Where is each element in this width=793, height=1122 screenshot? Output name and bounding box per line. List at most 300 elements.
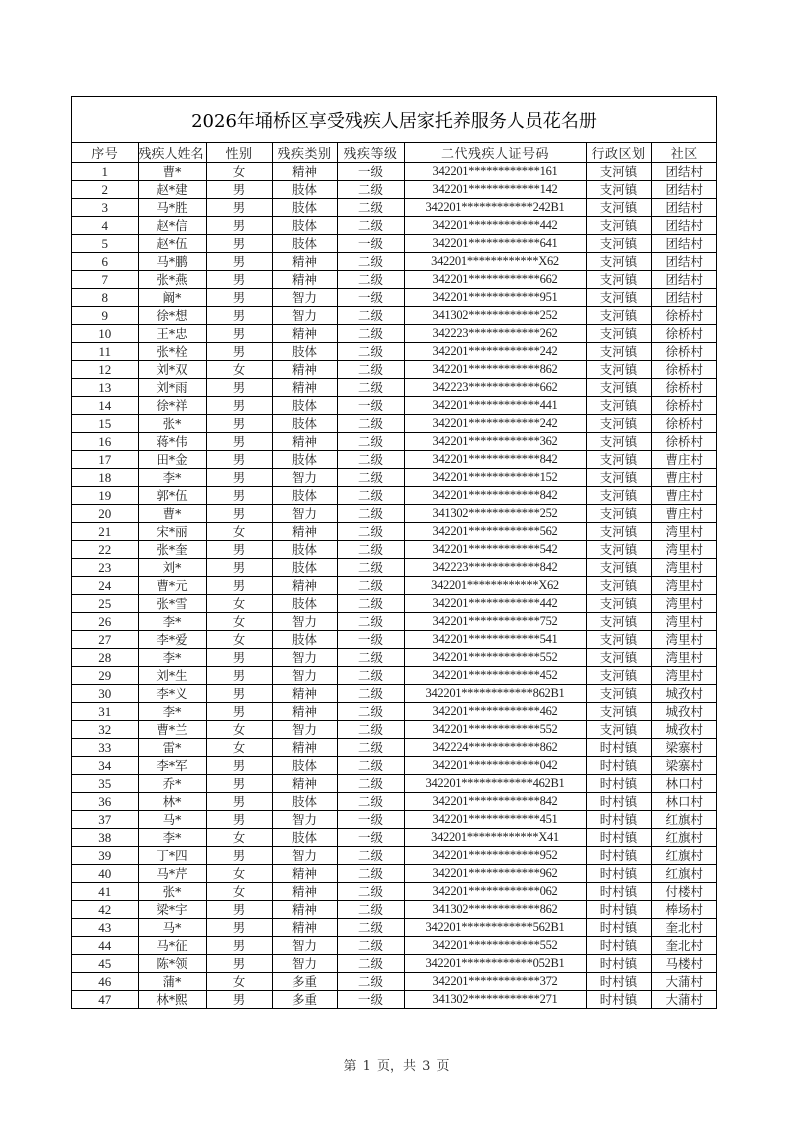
table-row — [72, 469, 717, 487]
cell-serial: 39 — [72, 847, 138, 865]
cell-id-code: 342201************242 — [404, 415, 586, 433]
cell-name: 李* — [138, 703, 206, 721]
cell-level: 二级 — [337, 451, 404, 469]
cell-town: 支河镇 — [586, 613, 651, 631]
cell-level: 二级 — [337, 343, 404, 361]
cell-name: 蒲* — [138, 973, 206, 991]
cell-serial: 17 — [72, 451, 138, 469]
cell-name: 张* — [138, 883, 206, 901]
cell-town: 时村镇 — [586, 883, 651, 901]
cell-village: 奎北村 — [651, 919, 717, 937]
cell-category: 精神 — [272, 919, 337, 937]
cell-gender: 男 — [206, 793, 272, 811]
cell-serial: 27 — [72, 631, 138, 649]
cell-level: 二级 — [337, 865, 404, 883]
cell-level: 二级 — [337, 721, 404, 739]
cell-id-code: 342201************862B1 — [404, 685, 586, 703]
cell-gender: 男 — [206, 397, 272, 415]
cell-id-code: 342201************562 — [404, 523, 586, 541]
cell-town: 支河镇 — [586, 541, 651, 559]
cell-name: 曹* — [138, 505, 206, 523]
cell-gender: 男 — [206, 271, 272, 289]
cell-category: 肢体 — [272, 631, 337, 649]
cell-category: 肢体 — [272, 541, 337, 559]
cell-name: 马* — [138, 811, 206, 829]
cell-id-code: 342201************542 — [404, 541, 586, 559]
cell-serial: 31 — [72, 703, 138, 721]
cell-name: 马* — [138, 919, 206, 937]
cell-serial: 23 — [72, 559, 138, 577]
table-row — [72, 379, 717, 397]
table-row — [72, 973, 717, 991]
cell-category: 智力 — [272, 307, 337, 325]
cell-village: 湾里村 — [651, 541, 717, 559]
cell-town: 支河镇 — [586, 703, 651, 721]
cell-gender: 男 — [206, 919, 272, 937]
column-header-category: 残疾类别 — [272, 143, 337, 163]
cell-category: 精神 — [272, 325, 337, 343]
cell-category: 智力 — [272, 721, 337, 739]
table-row — [72, 343, 717, 361]
cell-gender: 男 — [206, 703, 272, 721]
cell-id-code: 342201************862 — [404, 361, 586, 379]
column-header-id: 二代残疾人证号码 — [404, 143, 586, 163]
cell-village: 红旗村 — [651, 829, 717, 847]
table-row — [72, 415, 717, 433]
cell-name: 丁*四 — [138, 847, 206, 865]
cell-village: 湾里村 — [651, 559, 717, 577]
cell-id-code: 342223************662 — [404, 379, 586, 397]
cell-serial: 32 — [72, 721, 138, 739]
cell-id-code: 342201************752 — [404, 613, 586, 631]
cell-village: 徐桥村 — [651, 343, 717, 361]
cell-gender: 男 — [206, 811, 272, 829]
cell-category: 精神 — [272, 271, 337, 289]
cell-village: 红旗村 — [651, 811, 717, 829]
cell-level: 二级 — [337, 217, 404, 235]
cell-village: 湾里村 — [651, 595, 717, 613]
cell-level: 二级 — [337, 685, 404, 703]
cell-level: 一级 — [337, 397, 404, 415]
cell-village: 奎北村 — [651, 937, 717, 955]
cell-category: 智力 — [272, 649, 337, 667]
table-row — [72, 235, 717, 253]
cell-name: 雷* — [138, 739, 206, 757]
table-row — [72, 433, 717, 451]
cell-name: 李* — [138, 649, 206, 667]
cell-id-code: 342201************X62 — [404, 577, 586, 595]
table-row — [72, 199, 717, 217]
cell-town: 支河镇 — [586, 415, 651, 433]
document-title: 2026年埇桥区享受残疾人居家托养服务人员花名册 — [72, 97, 716, 143]
cell-town: 支河镇 — [586, 595, 651, 613]
cell-town: 支河镇 — [586, 325, 651, 343]
cell-id-code: 341302************252 — [404, 505, 586, 523]
cell-level: 一级 — [337, 235, 404, 253]
cell-gender: 女 — [206, 883, 272, 901]
cell-category: 肢体 — [272, 559, 337, 577]
cell-village: 大蒲村 — [651, 991, 717, 1009]
cell-category: 多重 — [272, 973, 337, 991]
table-row — [72, 631, 717, 649]
cell-name: 刘*生 — [138, 667, 206, 685]
cell-category: 精神 — [272, 433, 337, 451]
cell-level: 二级 — [337, 541, 404, 559]
cell-category: 智力 — [272, 847, 337, 865]
cell-serial: 3 — [72, 199, 138, 217]
cell-category: 精神 — [272, 163, 337, 181]
cell-gender: 男 — [206, 469, 272, 487]
cell-village: 棒场村 — [651, 901, 717, 919]
table-row — [72, 505, 717, 523]
cell-gender: 男 — [206, 505, 272, 523]
cell-level: 二级 — [337, 613, 404, 631]
cell-name: 刘* — [138, 559, 206, 577]
cell-name: 徐*想 — [138, 307, 206, 325]
cell-town: 支河镇 — [586, 577, 651, 595]
cell-serial: 15 — [72, 415, 138, 433]
cell-gender: 男 — [206, 775, 272, 793]
cell-name: 王*忠 — [138, 325, 206, 343]
cell-serial: 37 — [72, 811, 138, 829]
cell-name: 李*爱 — [138, 631, 206, 649]
cell-level: 二级 — [337, 937, 404, 955]
cell-serial: 36 — [72, 793, 138, 811]
cell-gender: 男 — [206, 937, 272, 955]
cell-village: 城孜村 — [651, 703, 717, 721]
column-header-level: 残疾等级 — [337, 143, 404, 163]
cell-town: 支河镇 — [586, 361, 651, 379]
cell-village: 团结村 — [651, 181, 717, 199]
cell-level: 一级 — [337, 631, 404, 649]
cell-village: 曹庄村 — [651, 451, 717, 469]
cell-serial: 14 — [72, 397, 138, 415]
cell-village: 湾里村 — [651, 631, 717, 649]
table-row — [72, 577, 717, 595]
cell-town: 时村镇 — [586, 919, 651, 937]
cell-gender: 男 — [206, 559, 272, 577]
cell-id-code: 342223************262 — [404, 325, 586, 343]
cell-town: 支河镇 — [586, 559, 651, 577]
cell-town: 支河镇 — [586, 649, 651, 667]
cell-serial: 30 — [72, 685, 138, 703]
cell-level: 二级 — [337, 505, 404, 523]
cell-town: 时村镇 — [586, 811, 651, 829]
cell-id-code: 342201************552 — [404, 721, 586, 739]
cell-town: 支河镇 — [586, 487, 651, 505]
cell-gender: 女 — [206, 865, 272, 883]
cell-id-code: 342201************541 — [404, 631, 586, 649]
cell-category: 肢体 — [272, 793, 337, 811]
table-row — [72, 883, 717, 901]
cell-town: 支河镇 — [586, 523, 651, 541]
cell-gender: 男 — [206, 901, 272, 919]
cell-level: 二级 — [337, 361, 404, 379]
cell-level: 二级 — [337, 469, 404, 487]
cell-gender: 男 — [206, 757, 272, 775]
cell-id-code: 342201************962 — [404, 865, 586, 883]
table-row — [72, 253, 717, 271]
cell-town: 支河镇 — [586, 199, 651, 217]
table-row — [72, 757, 717, 775]
cell-serial: 44 — [72, 937, 138, 955]
table-row — [72, 289, 717, 307]
table-row — [72, 775, 717, 793]
cell-name: 曹* — [138, 163, 206, 181]
cell-id-code: 342201************452 — [404, 667, 586, 685]
cell-gender: 男 — [206, 217, 272, 235]
cell-serial: 8 — [72, 289, 138, 307]
cell-level: 二级 — [337, 649, 404, 667]
cell-gender: 男 — [206, 955, 272, 973]
cell-gender: 男 — [206, 289, 272, 307]
cell-town: 支河镇 — [586, 217, 651, 235]
cell-name: 陈*领 — [138, 955, 206, 973]
cell-name: 郭*伍 — [138, 487, 206, 505]
cell-level: 二级 — [337, 307, 404, 325]
cell-category: 肢体 — [272, 451, 337, 469]
cell-name: 林*熙 — [138, 991, 206, 1009]
cell-village: 城孜村 — [651, 721, 717, 739]
cell-village: 曹庄村 — [651, 469, 717, 487]
cell-village: 团结村 — [651, 289, 717, 307]
table-row — [72, 397, 717, 415]
cell-serial: 47 — [72, 991, 138, 1009]
cell-village: 徐桥村 — [651, 433, 717, 451]
cell-town: 时村镇 — [586, 937, 651, 955]
cell-id-code: 341302************252 — [404, 307, 586, 325]
cell-serial: 40 — [72, 865, 138, 883]
cell-name: 刘*双 — [138, 361, 206, 379]
cell-serial: 28 — [72, 649, 138, 667]
cell-gender: 男 — [206, 307, 272, 325]
cell-gender: 男 — [206, 487, 272, 505]
cell-town: 时村镇 — [586, 757, 651, 775]
cell-name: 乔* — [138, 775, 206, 793]
cell-id-code: 342201************842 — [404, 451, 586, 469]
cell-name: 马*芹 — [138, 865, 206, 883]
cell-town: 支河镇 — [586, 181, 651, 199]
cell-level: 二级 — [337, 703, 404, 721]
cell-village: 团结村 — [651, 253, 717, 271]
table-row — [72, 793, 717, 811]
cell-category: 肢体 — [272, 415, 337, 433]
cell-village: 大蒲村 — [651, 973, 717, 991]
cell-town: 时村镇 — [586, 829, 651, 847]
cell-village: 徐桥村 — [651, 397, 717, 415]
cell-category: 肢体 — [272, 487, 337, 505]
cell-serial: 11 — [72, 343, 138, 361]
cell-serial: 35 — [72, 775, 138, 793]
cell-level: 二级 — [337, 379, 404, 397]
cell-gender: 男 — [206, 235, 272, 253]
cell-serial: 22 — [72, 541, 138, 559]
table-row — [72, 307, 717, 325]
cell-category: 精神 — [272, 865, 337, 883]
page-footer: 第 1 页，共 3 页 — [343, 1059, 450, 1074]
cell-name: 李*军 — [138, 757, 206, 775]
cell-village: 湾里村 — [651, 613, 717, 631]
cell-serial: 33 — [72, 739, 138, 757]
cell-name: 阚* — [138, 289, 206, 307]
cell-level: 二级 — [337, 271, 404, 289]
table-row — [72, 847, 717, 865]
table-row — [72, 613, 717, 631]
table-row — [72, 325, 717, 343]
table-row — [72, 271, 717, 289]
cell-serial: 10 — [72, 325, 138, 343]
cell-village: 梁寨村 — [651, 739, 717, 757]
cell-serial: 46 — [72, 973, 138, 991]
cell-category: 智力 — [272, 955, 337, 973]
cell-serial: 45 — [72, 955, 138, 973]
cell-id-code: 342201************152 — [404, 469, 586, 487]
cell-serial: 34 — [72, 757, 138, 775]
cell-serial: 25 — [72, 595, 138, 613]
cell-serial: 43 — [72, 919, 138, 937]
cell-name: 梁*宇 — [138, 901, 206, 919]
cell-serial: 41 — [72, 883, 138, 901]
cell-category: 智力 — [272, 937, 337, 955]
cell-category: 肢体 — [272, 199, 337, 217]
cell-id-code: 341302************271 — [404, 991, 586, 1009]
cell-category: 精神 — [272, 685, 337, 703]
cell-category: 肢体 — [272, 829, 337, 847]
cell-category: 肢体 — [272, 397, 337, 415]
cell-id-code: 342201************552 — [404, 649, 586, 667]
cell-level: 一级 — [337, 811, 404, 829]
cell-name: 赵*伍 — [138, 235, 206, 253]
cell-village: 团结村 — [651, 199, 717, 217]
cell-id-code: 342201************952 — [404, 847, 586, 865]
cell-id-code: 342201************242B1 — [404, 199, 586, 217]
cell-level: 二级 — [337, 955, 404, 973]
cell-category: 精神 — [272, 775, 337, 793]
cell-gender: 男 — [206, 847, 272, 865]
cell-level: 二级 — [337, 487, 404, 505]
table-row — [72, 703, 717, 721]
cell-serial: 20 — [72, 505, 138, 523]
cell-village: 红旗村 — [651, 847, 717, 865]
cell-village: 湾里村 — [651, 523, 717, 541]
cell-village: 徐桥村 — [651, 325, 717, 343]
roster-table — [72, 143, 717, 1008]
cell-serial: 38 — [72, 829, 138, 847]
cell-town: 支河镇 — [586, 469, 651, 487]
cell-serial: 12 — [72, 361, 138, 379]
column-header-village: 社区 — [651, 143, 717, 163]
cell-id-code: 342224************862 — [404, 739, 586, 757]
cell-level: 一级 — [337, 163, 404, 181]
cell-name: 李*义 — [138, 685, 206, 703]
column-header-gender: 性别 — [206, 143, 272, 163]
cell-town: 支河镇 — [586, 235, 651, 253]
cell-town: 支河镇 — [586, 253, 651, 271]
cell-category: 精神 — [272, 739, 337, 757]
cell-serial: 4 — [72, 217, 138, 235]
cell-name: 张*栓 — [138, 343, 206, 361]
cell-level: 二级 — [337, 415, 404, 433]
table-row — [72, 361, 717, 379]
cell-name: 张*雪 — [138, 595, 206, 613]
table-row — [72, 829, 717, 847]
table-row — [72, 685, 717, 703]
cell-serial: 7 — [72, 271, 138, 289]
cell-name: 马*征 — [138, 937, 206, 955]
cell-id-code: 342201************372 — [404, 973, 586, 991]
cell-town: 支河镇 — [586, 685, 651, 703]
cell-id-code: 342201************X41 — [404, 829, 586, 847]
cell-gender: 男 — [206, 667, 272, 685]
cell-level: 二级 — [337, 901, 404, 919]
cell-level: 二级 — [337, 775, 404, 793]
cell-category: 智力 — [272, 811, 337, 829]
cell-name: 李* — [138, 829, 206, 847]
cell-town: 时村镇 — [586, 973, 651, 991]
table-row — [72, 541, 717, 559]
table-row — [72, 667, 717, 685]
cell-gender: 女 — [206, 523, 272, 541]
cell-serial: 6 — [72, 253, 138, 271]
cell-town: 时村镇 — [586, 775, 651, 793]
cell-serial: 16 — [72, 433, 138, 451]
cell-category: 精神 — [272, 703, 337, 721]
cell-gender: 女 — [206, 631, 272, 649]
cell-serial: 9 — [72, 307, 138, 325]
cell-gender: 男 — [206, 685, 272, 703]
cell-village: 曹庄村 — [651, 487, 717, 505]
cell-gender: 女 — [206, 829, 272, 847]
cell-town: 支河镇 — [586, 343, 651, 361]
cell-category: 精神 — [272, 253, 337, 271]
cell-name: 曹*兰 — [138, 721, 206, 739]
cell-id-code: 341302************862 — [404, 901, 586, 919]
cell-category: 智力 — [272, 613, 337, 631]
cell-id-code: 342201************451 — [404, 811, 586, 829]
cell-gender: 男 — [206, 253, 272, 271]
cell-id-code: 342201************161 — [404, 163, 586, 181]
table-row — [72, 487, 717, 505]
table-row — [72, 811, 717, 829]
cell-id-code: 342201************562B1 — [404, 919, 586, 937]
cell-town: 支河镇 — [586, 433, 651, 451]
cell-category: 智力 — [272, 289, 337, 307]
cell-category: 肢体 — [272, 235, 337, 253]
cell-village: 城孜村 — [651, 685, 717, 703]
cell-level: 二级 — [337, 919, 404, 937]
cell-name: 李* — [138, 469, 206, 487]
cell-town: 支河镇 — [586, 451, 651, 469]
cell-town: 支河镇 — [586, 379, 651, 397]
cell-category: 智力 — [272, 667, 337, 685]
cell-level: 二级 — [337, 199, 404, 217]
cell-town: 时村镇 — [586, 739, 651, 757]
cell-level: 二级 — [337, 559, 404, 577]
cell-level: 二级 — [337, 577, 404, 595]
cell-serial: 1 — [72, 163, 138, 181]
cell-name: 徐*祥 — [138, 397, 206, 415]
cell-id-code: 342201************X62 — [404, 253, 586, 271]
cell-id-code: 342201************842 — [404, 793, 586, 811]
cell-serial: 29 — [72, 667, 138, 685]
table-row — [72, 901, 717, 919]
cell-id-code: 342223************842 — [404, 559, 586, 577]
cell-town: 支河镇 — [586, 289, 651, 307]
cell-serial: 2 — [72, 181, 138, 199]
cell-level: 二级 — [337, 847, 404, 865]
cell-gender: 男 — [206, 991, 272, 1009]
cell-name: 宋*丽 — [138, 523, 206, 541]
